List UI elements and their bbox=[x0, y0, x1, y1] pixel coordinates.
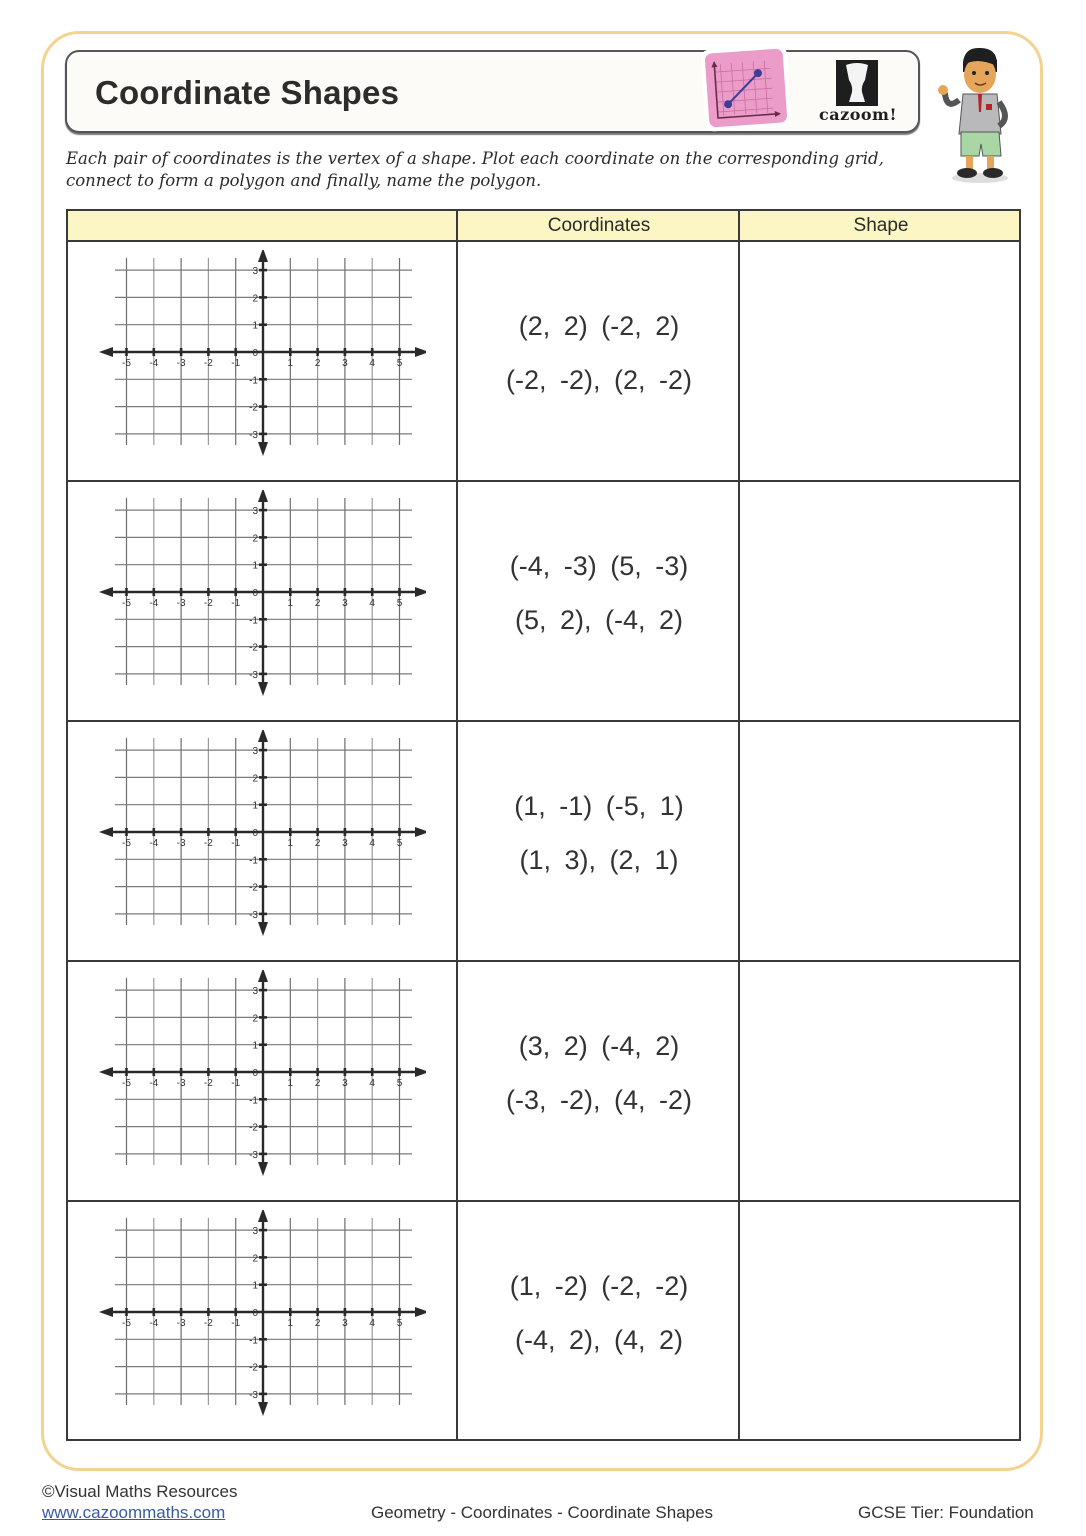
coordinate-pair-line: (1, -2) (-2, -2) bbox=[509, 1271, 689, 1301]
coordinate-pair-line: (5, 2), (-4, 2) bbox=[514, 605, 684, 635]
svg-text:-2: -2 bbox=[249, 642, 258, 654]
svg-text:-2: -2 bbox=[249, 1122, 258, 1134]
coordinate-pair-line: (-2, -2), (2, -2) bbox=[505, 365, 692, 395]
worksheet-table bbox=[66, 209, 1021, 1441]
coordinate-grid[interactable] bbox=[96, 730, 426, 945]
topic-breadcrumb: Geometry - Coordinates - Coordinate Shapes bbox=[371, 1503, 714, 1522]
svg-text:-3: -3 bbox=[176, 1078, 186, 1089]
svg-text:-1: -1 bbox=[231, 358, 241, 369]
svg-text:-3: -3 bbox=[249, 1149, 258, 1161]
svg-text:3: 3 bbox=[342, 358, 348, 369]
svg-text:-3: -3 bbox=[176, 1318, 186, 1329]
coordinates-cell bbox=[458, 788, 740, 896]
svg-text:2: 2 bbox=[252, 773, 258, 785]
svg-text:-1: -1 bbox=[249, 1335, 258, 1347]
header-coordinates: Coordinates bbox=[547, 215, 651, 236]
svg-text:5: 5 bbox=[396, 1318, 403, 1329]
svg-text:-3: -3 bbox=[176, 838, 186, 849]
svg-text:-2: -2 bbox=[203, 838, 213, 849]
cazoom-logo bbox=[815, 58, 895, 128]
svg-text:-2: -2 bbox=[203, 598, 213, 609]
svg-text:3: 3 bbox=[252, 506, 258, 518]
svg-text:2: 2 bbox=[252, 533, 258, 545]
header-shape: Shape bbox=[853, 215, 909, 236]
svg-text:-1: -1 bbox=[249, 375, 258, 387]
svg-text:1: 1 bbox=[252, 1040, 258, 1052]
svg-text:-3: -3 bbox=[249, 909, 258, 921]
svg-text:2: 2 bbox=[252, 1253, 258, 1265]
shape-answer-cell[interactable] bbox=[740, 722, 1022, 960]
svg-text:-5: -5 bbox=[122, 598, 131, 609]
shape-answer-cell[interactable] bbox=[740, 482, 1022, 720]
table-header bbox=[68, 211, 1019, 242]
svg-text:2: 2 bbox=[314, 1078, 321, 1089]
svg-text:-3: -3 bbox=[249, 1389, 258, 1401]
svg-text:2: 2 bbox=[314, 358, 321, 369]
svg-text:-5: -5 bbox=[122, 838, 131, 849]
column-divider bbox=[738, 211, 740, 1439]
svg-text:4: 4 bbox=[369, 598, 375, 609]
svg-text:-4: -4 bbox=[149, 1078, 159, 1089]
svg-text:-1: -1 bbox=[249, 615, 258, 627]
copyright: ©Visual Maths Resources bbox=[42, 1482, 238, 1501]
table-row bbox=[68, 482, 1019, 722]
svg-text:3: 3 bbox=[252, 746, 258, 758]
svg-text:-1: -1 bbox=[249, 855, 258, 867]
svg-text:-5: -5 bbox=[122, 1318, 131, 1329]
svg-text:1: 1 bbox=[287, 598, 294, 609]
svg-text:0: 0 bbox=[252, 588, 258, 599]
svg-text:1: 1 bbox=[287, 358, 294, 369]
svg-text:-3: -3 bbox=[249, 429, 258, 441]
svg-text:1: 1 bbox=[252, 560, 258, 572]
svg-text:-1: -1 bbox=[231, 838, 241, 849]
svg-text:-2: -2 bbox=[203, 1318, 213, 1329]
svg-text:-2: -2 bbox=[203, 1078, 213, 1089]
svg-text:3: 3 bbox=[342, 598, 348, 609]
svg-text:4: 4 bbox=[369, 838, 375, 849]
coordinate-pair-line: (-4, -3) (5, -3) bbox=[509, 551, 689, 581]
coordinate-pair-line: (3, 2) (-4, 2) bbox=[518, 1031, 680, 1061]
svg-text:-1: -1 bbox=[231, 598, 241, 609]
svg-text:-2: -2 bbox=[249, 1362, 258, 1374]
svg-text:-2: -2 bbox=[249, 882, 258, 894]
svg-text:-4: -4 bbox=[149, 1318, 159, 1329]
svg-text:-1: -1 bbox=[249, 1095, 258, 1107]
svg-text:-3: -3 bbox=[249, 669, 258, 681]
coordinate-pair-line: (1, 3), (2, 1) bbox=[519, 845, 679, 875]
table-row bbox=[68, 242, 1019, 482]
svg-text:-4: -4 bbox=[149, 358, 159, 369]
svg-text:0: 0 bbox=[252, 828, 258, 839]
svg-text:-5: -5 bbox=[122, 1078, 131, 1089]
svg-text:-1: -1 bbox=[231, 1318, 241, 1329]
instructions-line-2: connect to form a polygon and finally, name the polygon. bbox=[66, 171, 542, 190]
svg-text:2: 2 bbox=[252, 1013, 258, 1025]
coordinate-grid[interactable] bbox=[96, 490, 426, 705]
svg-text:0: 0 bbox=[252, 1068, 258, 1079]
page-title: Coordinate Shapes bbox=[95, 74, 400, 111]
coordinate-pair-line: (1, -1) (-5, 1) bbox=[514, 791, 684, 821]
drum-icon bbox=[815, 58, 895, 108]
coordinate-grid[interactable] bbox=[96, 1210, 426, 1425]
svg-text:-1: -1 bbox=[231, 1078, 241, 1089]
svg-text:-2: -2 bbox=[203, 358, 213, 369]
svg-text:2: 2 bbox=[314, 598, 321, 609]
coordinate-pair-line: (-3, -2), (4, -2) bbox=[505, 1085, 692, 1115]
svg-text:5: 5 bbox=[396, 358, 403, 369]
coordinate-pair-line: (-4, 2), (4, 2) bbox=[514, 1325, 684, 1355]
coordinates-cell bbox=[458, 308, 740, 416]
svg-text:1: 1 bbox=[252, 800, 258, 812]
svg-text:2: 2 bbox=[252, 293, 258, 305]
header-grid bbox=[68, 211, 457, 240]
svg-text:1: 1 bbox=[287, 1078, 294, 1089]
svg-text:3: 3 bbox=[252, 266, 258, 278]
graph-logo-icon bbox=[697, 41, 795, 135]
table-row bbox=[68, 1202, 1019, 1442]
svg-text:3: 3 bbox=[342, 1318, 348, 1329]
coordinates-cell bbox=[458, 1028, 740, 1136]
footer-left bbox=[42, 1481, 238, 1523]
svg-text:4: 4 bbox=[369, 358, 375, 369]
svg-text:3: 3 bbox=[252, 1226, 258, 1238]
svg-text:-3: -3 bbox=[176, 358, 186, 369]
svg-text:5: 5 bbox=[396, 1078, 403, 1089]
table-row bbox=[68, 962, 1019, 1202]
svg-text:3: 3 bbox=[342, 1078, 348, 1089]
svg-text:-2: -2 bbox=[249, 402, 258, 414]
coordinates-cell bbox=[458, 1268, 740, 1376]
tier-label: GCSE Tier: Foundation bbox=[858, 1503, 1034, 1522]
website-link[interactable]: www.cazoommaths.com bbox=[42, 1503, 226, 1522]
svg-text:1: 1 bbox=[287, 1318, 294, 1329]
shape-answer-cell[interactable] bbox=[740, 962, 1022, 1200]
svg-text:-3: -3 bbox=[176, 598, 186, 609]
coordinate-pair-line: (2, 2) (-2, 2) bbox=[518, 311, 680, 341]
coordinate-grid[interactable] bbox=[96, 250, 426, 465]
svg-text:-5: -5 bbox=[122, 358, 131, 369]
table-row bbox=[68, 722, 1019, 962]
column-divider bbox=[456, 211, 458, 1439]
svg-text:1: 1 bbox=[252, 320, 258, 332]
svg-text:4: 4 bbox=[369, 1078, 375, 1089]
svg-text:2: 2 bbox=[314, 1318, 321, 1329]
svg-text:2: 2 bbox=[314, 838, 321, 849]
coordinates-cell bbox=[458, 548, 740, 656]
svg-text:3: 3 bbox=[252, 986, 258, 998]
svg-text:4: 4 bbox=[369, 1318, 375, 1329]
svg-text:0: 0 bbox=[252, 1308, 258, 1319]
instructions bbox=[66, 148, 886, 192]
shape-answer-cell[interactable] bbox=[740, 242, 1022, 480]
svg-text:-4: -4 bbox=[149, 838, 159, 849]
svg-text:0: 0 bbox=[252, 348, 258, 359]
cazoom-logo-text: cazoom! bbox=[819, 105, 897, 124]
svg-text:5: 5 bbox=[396, 598, 403, 609]
shape-answer-cell[interactable] bbox=[740, 1202, 1022, 1440]
instructions-line-1: Each pair of coordinates is the vertex of a shape. Plot each coordinate on the corresponding grid, bbox=[66, 149, 884, 168]
svg-text:1: 1 bbox=[252, 1280, 258, 1292]
svg-text:-4: -4 bbox=[149, 598, 159, 609]
character-illustration-icon bbox=[935, 42, 1020, 187]
svg-text:3: 3 bbox=[342, 838, 348, 849]
coordinate-grid[interactable] bbox=[96, 970, 426, 1185]
svg-text:1: 1 bbox=[287, 838, 294, 849]
svg-text:5: 5 bbox=[396, 838, 403, 849]
